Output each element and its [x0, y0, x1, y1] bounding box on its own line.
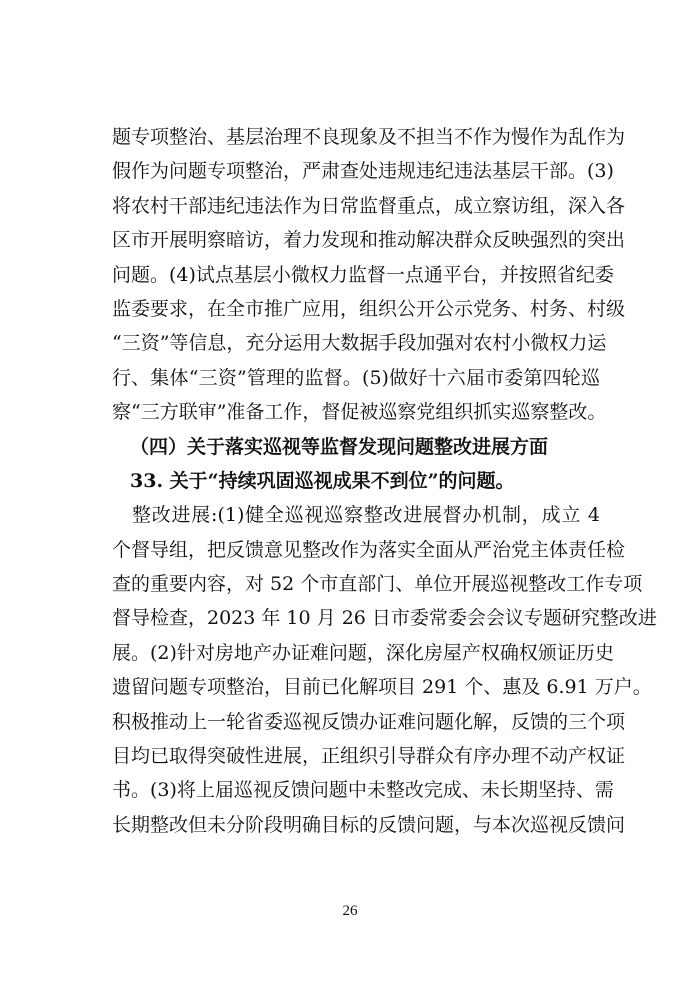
- text-line: 行、集体“三资”管理的监督。(5)做好十六届市委第四轮巡: [112, 366, 600, 389]
- progress-line: 长期整改但未分阶段明确目标的反馈问题，与本次巡视反馈问: [112, 813, 626, 836]
- page-number: 26: [342, 903, 358, 919]
- text-line: 监委要求，在全市推广应用，组织公开公示党务、村务、村级: [112, 297, 626, 320]
- text-line: 区市开展明察暗访，着力发现和推动解决群众反映强烈的突出: [112, 229, 626, 252]
- text-line: 假作为问题专项整治，严肃查处违规违纪违法基层干部。(3): [112, 160, 614, 183]
- progress-line: 整改进展:(1)健全巡视巡察整改进展督办机制，成立 4: [132, 504, 600, 527]
- text-line: 题专项整治、基层治理不良现象及不担当不作为慢作为乱作为: [112, 126, 626, 148]
- document-body: [112, 120, 657, 842]
- progress-line: 查的重要内容，对 52 个市直部门、单位开展巡视整改工作专项: [112, 573, 643, 596]
- section-heading: （四）关于落实巡视等监督发现问题整改进展方面: [130, 435, 549, 458]
- progress-line: 积极推动上一轮省委巡视反馈办证难问题化解，反馈的三个项: [112, 710, 626, 733]
- progress-line: 目均已取得突破性进展，正组织引导群众有序办理不动产权证: [112, 745, 626, 768]
- issue-heading: 33. 关于“持续巩固巡视成果不到位”的问题。: [130, 469, 515, 492]
- text-line: 将农村干部违纪违法作为日常监督重点，成立察访组，深入各: [112, 194, 626, 217]
- text-line: “三资”等信息，充分运用大数据手段加强对农村小微权力运: [112, 332, 607, 355]
- progress-line: 督导检查，2023 年 10 月 26 日市委常委会会议专题研究整改进: [112, 607, 657, 630]
- progress-line: 展。(2)针对房地产办证难问题，深化房屋产权确权颁证历史: [112, 641, 614, 664]
- progress-line: 个督导组，把反馈意见整改作为落实全面从严治党主体责任检: [112, 538, 626, 561]
- text-line: 察“三方联审”准备工作，督促被巡察党组织抓实巡察整改。: [112, 401, 607, 424]
- text-line: 问题。(4)试点基层小微权力监督一点通平台，并按照省纪委: [112, 263, 614, 286]
- progress-line: 书。(3)将上届巡视反馈问题中未整改完成、未长期坚持、需: [112, 779, 614, 802]
- progress-line: 遗留问题专项整治，目前已化解项目 291 个、惠及 6.91 万户。: [112, 676, 652, 699]
